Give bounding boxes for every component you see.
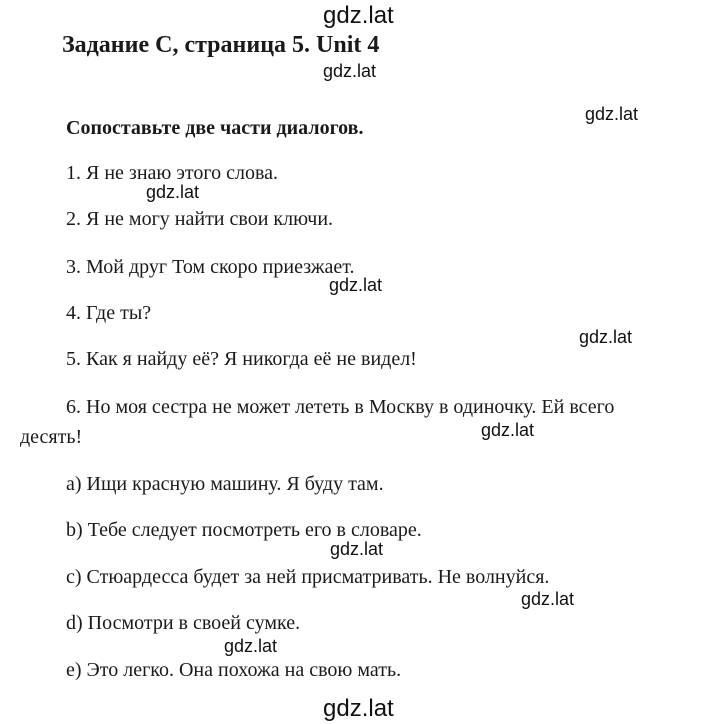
list-item: 3. Мой друг Том скоро приезжает. xyxy=(66,256,355,278)
list-item: 1. Я не знаю этого слова. xyxy=(66,162,279,184)
instruction: Сопоставьте две части диалогов. xyxy=(66,117,364,139)
answer-item: b) Тебе следует посмотреть его в словаре. xyxy=(66,519,422,541)
list-item: 4. Где ты? xyxy=(66,302,152,324)
answer-item: d) Посмотри в своей сумке. xyxy=(66,612,301,634)
watermark: gdz.lat xyxy=(521,589,575,609)
list-item-continuation: десять! xyxy=(20,426,83,448)
answer-item: a) Ищи красную машину. Я буду там. xyxy=(66,473,384,495)
page-title: Задание C, страница 5. Unit 4 xyxy=(62,32,380,58)
watermark: gdz.lat xyxy=(481,420,535,440)
watermark: gdz.lat xyxy=(330,539,384,559)
watermark: gdz.lat xyxy=(323,61,377,81)
watermark: gdz.lat xyxy=(146,182,200,202)
watermark: gdz.lat xyxy=(585,104,639,124)
watermark: gdz.lat xyxy=(579,327,633,347)
list-item: 5. Как я найду её? Я никогда её не видел! xyxy=(66,348,417,370)
watermark: gdz.lat xyxy=(329,275,383,295)
watermark: gdz.lat xyxy=(323,695,394,722)
watermark: gdz.lat xyxy=(224,636,278,656)
list-item: 2. Я не могу найти свои ключи. xyxy=(66,208,334,230)
answer-item: c) Стюардесса будет за ней присматривать. Не волнуйся. xyxy=(66,566,550,588)
answer-item: e) Это легко. Она похожа на свою мать. xyxy=(66,659,402,681)
watermark: gdz.lat xyxy=(323,2,394,29)
list-item: 6. Но моя сестра не может лететь в Москву в одиночку. Ей всего xyxy=(66,396,615,418)
